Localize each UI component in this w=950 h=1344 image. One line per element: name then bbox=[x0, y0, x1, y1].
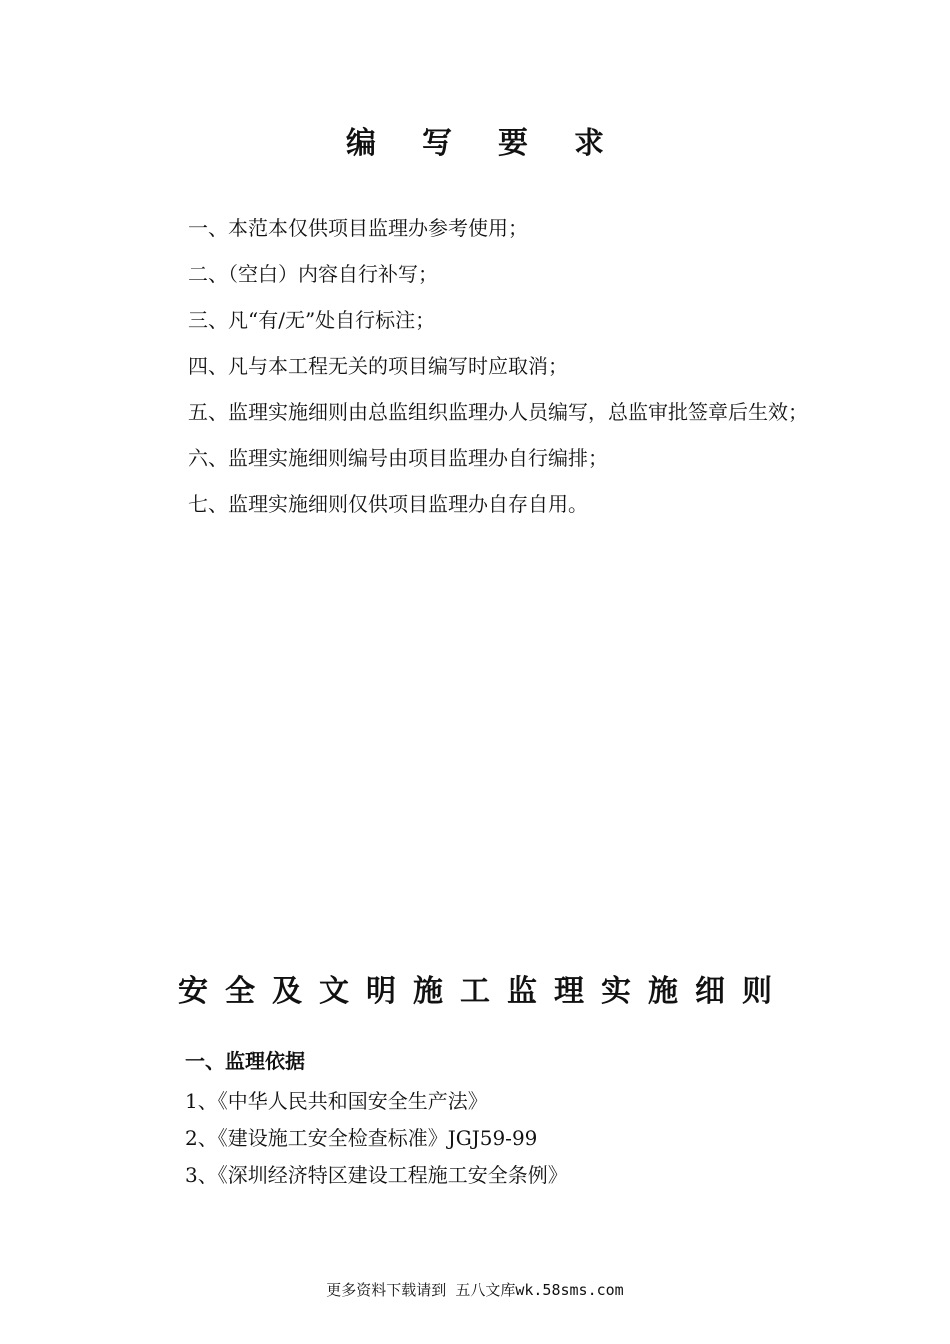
requirement-item-3: 三、凡“有/无”处自行标注； bbox=[188, 308, 436, 332]
basis-item-3: 3、《深圳经济特区建设工程施工安全条例》 bbox=[185, 1163, 568, 1187]
requirement-item-6: 六、监理实施细则编号由项目监理办自行编排； bbox=[188, 446, 608, 470]
requirement-item-4: 四、凡与本工程无关的项目编写时应取消； bbox=[188, 354, 568, 378]
basis-list bbox=[185, 1083, 568, 1194]
requirement-item-5: 五、监理实施细则由总监组织监理办人员编写，总监审批签章后生效； bbox=[188, 400, 808, 424]
requirement-item-1: 一、本范本仅供项目监理办参考使用； bbox=[188, 216, 528, 240]
basis-item-1: 1、《中华人民共和国安全生产法》 bbox=[185, 1089, 488, 1113]
writing-requirements-title: 编写要求 bbox=[346, 126, 650, 161]
requirement-item-7: 七、监理实施细则仅供项目监理办自存自用。 bbox=[188, 492, 588, 516]
footer-download-note: 更多资料下载请到 五八文库wk.58sms.com bbox=[326, 1281, 624, 1299]
section-heading-basis: 一、监理依据 bbox=[185, 1049, 305, 1073]
requirement-item-2: 二、（空白）内容自行补写； bbox=[188, 262, 438, 286]
rules-title: 安全及文明施工监理实施细则 bbox=[178, 974, 789, 1009]
basis-item-2: 2、《建设施工安全检查标准》JGJ59-99 bbox=[185, 1126, 538, 1150]
writing-requirements-list bbox=[140, 205, 820, 527]
